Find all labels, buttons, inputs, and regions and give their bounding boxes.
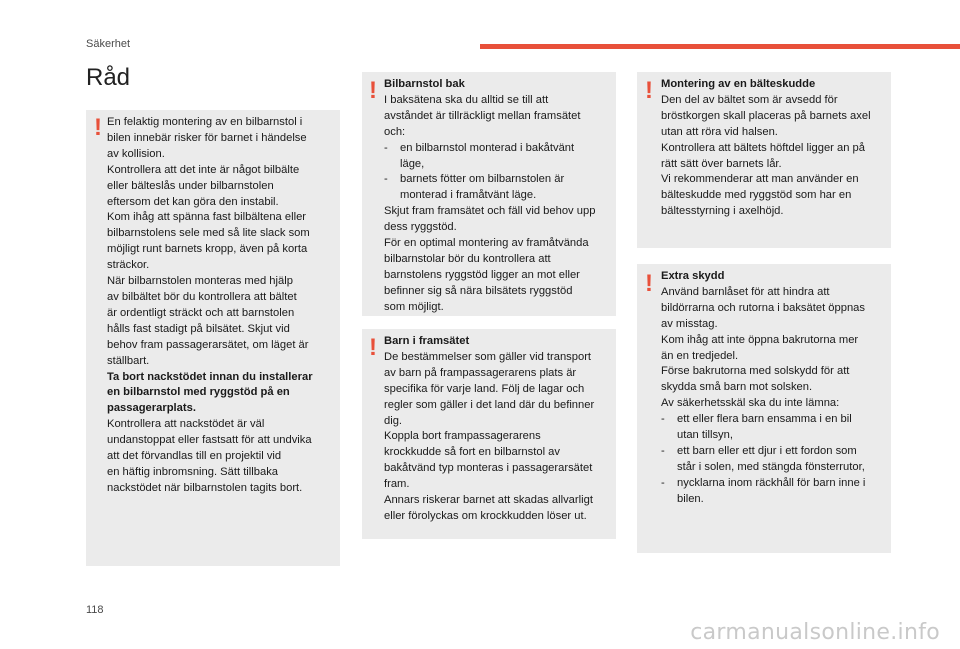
- text-line: bilen innebär risker för barnet i händelse: [107, 131, 307, 144]
- text-line: fram.: [384, 478, 410, 491]
- list-dash: -: [661, 413, 665, 426]
- text-line: Skjut fram framsätet och fäll vid behov upp: [384, 205, 596, 218]
- bold-line: passagerarplats.: [107, 402, 196, 415]
- warning-text-extra-protection: [661, 269, 893, 508]
- text-line: ställbart.: [107, 354, 150, 367]
- text-line: Koppla bort frampassagerarens: [384, 430, 541, 443]
- text-line: än en tredjedel.: [661, 349, 739, 362]
- list-dash: -: [384, 141, 388, 154]
- text-line: eller bälteslås under bilbarnstolen: [107, 179, 274, 192]
- warning-icon: !: [645, 270, 653, 297]
- text-line: krockkudde så fort en bilbarnstol av: [384, 446, 560, 459]
- section-label: Säkerhet: [86, 38, 131, 50]
- bold-line: en bilbarnstol med ryggstöd på en: [107, 386, 290, 399]
- text-line: nackstödet när bilbarnstolen tagits bort.: [107, 481, 303, 494]
- text-line: nycklarna inom räckhåll för barn inne i: [677, 476, 866, 489]
- text-line: bildörrarna och rutorna i baksätet öppnas: [661, 301, 865, 314]
- text-line: sträckor.: [107, 259, 150, 272]
- text-line: att det förvandlas till en projektil vid: [107, 450, 282, 463]
- list-item: [384, 141, 616, 173]
- text-line: Vi rekommenderar att man använder en: [661, 173, 859, 186]
- text-line: utan tillsyn,: [677, 429, 733, 442]
- text-line: och:: [384, 125, 406, 138]
- text-line: står i solen, med stängda fönsterrutor,: [677, 460, 865, 473]
- warning-icon: !: [94, 114, 102, 141]
- text-line: bälteskudde med ryggstöd som har en: [661, 189, 852, 202]
- list-item: [661, 476, 893, 508]
- warning-icon: !: [369, 77, 377, 104]
- text-line: hålls fast stadigt på bilsätet. Skjut vid: [107, 322, 290, 335]
- text-line: För en optimal montering av framåtvända: [384, 237, 589, 250]
- text-line: möjligt runt barnets kropp, även på korta: [107, 243, 308, 256]
- list-item: [384, 172, 616, 204]
- text-line: dig.: [384, 414, 403, 427]
- text-line: av kollision.: [107, 147, 165, 160]
- warning-icon: !: [645, 77, 653, 104]
- text-line: rätt sätt över barnets lår.: [661, 157, 782, 170]
- text-line: I baksätena ska du alltid se till att: [384, 93, 549, 106]
- text-line: bilbarnstolens sele med så lite slack som: [107, 227, 310, 240]
- text-line: En felaktig montering av en bilbarnstol i: [107, 116, 303, 128]
- text-line: bilen.: [677, 492, 704, 505]
- page-title: Råd: [86, 64, 131, 91]
- text-line: Använd barnlåset för att hindra att: [661, 285, 830, 298]
- text-line: som möjligt.: [384, 300, 444, 313]
- text-line: barnstolens ryggstöd ligger an mot eller: [384, 268, 580, 281]
- text-line: behov fram passagerarsätet, om läget är: [107, 338, 309, 351]
- text-line: av bilbältet bör du kontrollera att bältet: [107, 290, 297, 303]
- text-line: undanstoppat eller fastsatt för att undvika: [107, 434, 312, 447]
- box-title: Barn i framsätet: [384, 335, 470, 347]
- text-line: bilbarnstolar bör du kontrollera att: [384, 252, 551, 265]
- header-accent-bar: [480, 44, 960, 49]
- text-line: eftersom det kan göra den instabil.: [107, 195, 279, 208]
- text-line: Kontrollera att bältets höftdel ligger an på: [661, 141, 865, 154]
- text-line: De bestämmelser som gäller vid transport: [384, 350, 592, 363]
- warning-text-booster-cushion: [661, 77, 893, 220]
- watermark: carmanualsonline.info: [690, 620, 940, 645]
- text-line: en bilbarnstol monterad i bakåtvänt: [400, 141, 575, 154]
- list-item: [661, 444, 893, 476]
- text-line: befinner sig så nära bilsätets ryggstöd: [384, 284, 573, 297]
- text-line: Annars riskerar barnet att skadas allvarligt: [384, 494, 593, 507]
- warning-text-general: [107, 115, 339, 497]
- text-line: skydda små barn mot solsken.: [661, 381, 813, 394]
- text-line: specifika för varje land. Följ de lagar och: [384, 382, 585, 395]
- box-title: Extra skydd: [661, 270, 725, 282]
- box-title: Bilbarnstol bak: [384, 78, 465, 90]
- warning-text-front-seat: [384, 334, 616, 525]
- text-line: utan att röra vid halsen.: [661, 125, 778, 138]
- text-line: en häftig inbromsning. Sätt tillbaka: [107, 465, 279, 478]
- text-line: av misstag.: [661, 317, 718, 330]
- text-line: regler som gäller i det land där du befinner: [384, 398, 595, 411]
- text-line: bakåtvänd typ monteras i passagerarsätet: [384, 462, 593, 475]
- text-line: ett eller flera barn ensamma i en bil: [677, 413, 852, 426]
- text-line: är ordentligt sträckt och att barnstolen: [107, 306, 295, 319]
- text-line: Kontrollera att det inte är något bilbälte: [107, 163, 300, 176]
- list-dash: -: [384, 173, 388, 186]
- text-line: avståndet är tillräckligt mellan framsätet: [384, 109, 581, 122]
- text-line: Förse bakrutorna med solskydd för att: [661, 365, 850, 378]
- list-item: [661, 412, 893, 444]
- text-line: monterad i framåtvänt läge.: [400, 189, 537, 202]
- box-title: Montering av en bälteskudde: [661, 78, 816, 90]
- list-dash: -: [661, 444, 665, 457]
- text-line: Den del av bältet som är avsedd för: [661, 93, 838, 106]
- text-line: Kom ihåg att inte öppna bakrutorna mer: [661, 333, 859, 346]
- text-line: ett barn eller ett djur i ett fordon som: [677, 444, 857, 457]
- list-dash: -: [661, 476, 665, 489]
- text-line: eller förolyckas om krockkudden löser ut.: [384, 509, 587, 522]
- warning-text-rear-seat: [384, 77, 616, 316]
- text-line: dess ryggstöd.: [384, 221, 457, 234]
- text-line: läge,: [400, 157, 425, 170]
- text-line: bältesstyrning i axelhöjd.: [661, 205, 784, 218]
- text-line: barnets fötter om bilbarnstolen är: [400, 173, 565, 186]
- text-line: av barn på frampassagerarens plats är: [384, 366, 577, 379]
- page-number: 118: [86, 604, 104, 616]
- bold-line: Ta bort nackstödet innan du installerar: [107, 370, 313, 383]
- text-line: bröstkorgen skall placeras på barnets axel: [661, 109, 871, 122]
- text-line: Kom ihåg att spänna fast bilbältena eller: [107, 211, 307, 224]
- text-line: Kontrollera att nackstödet är väl: [107, 418, 265, 431]
- text-line: Av säkerhetsskäl ska du inte lämna:: [661, 397, 840, 410]
- text-line: När bilbarnstolen monteras med hjälp: [107, 275, 293, 288]
- warning-icon: !: [369, 334, 377, 361]
